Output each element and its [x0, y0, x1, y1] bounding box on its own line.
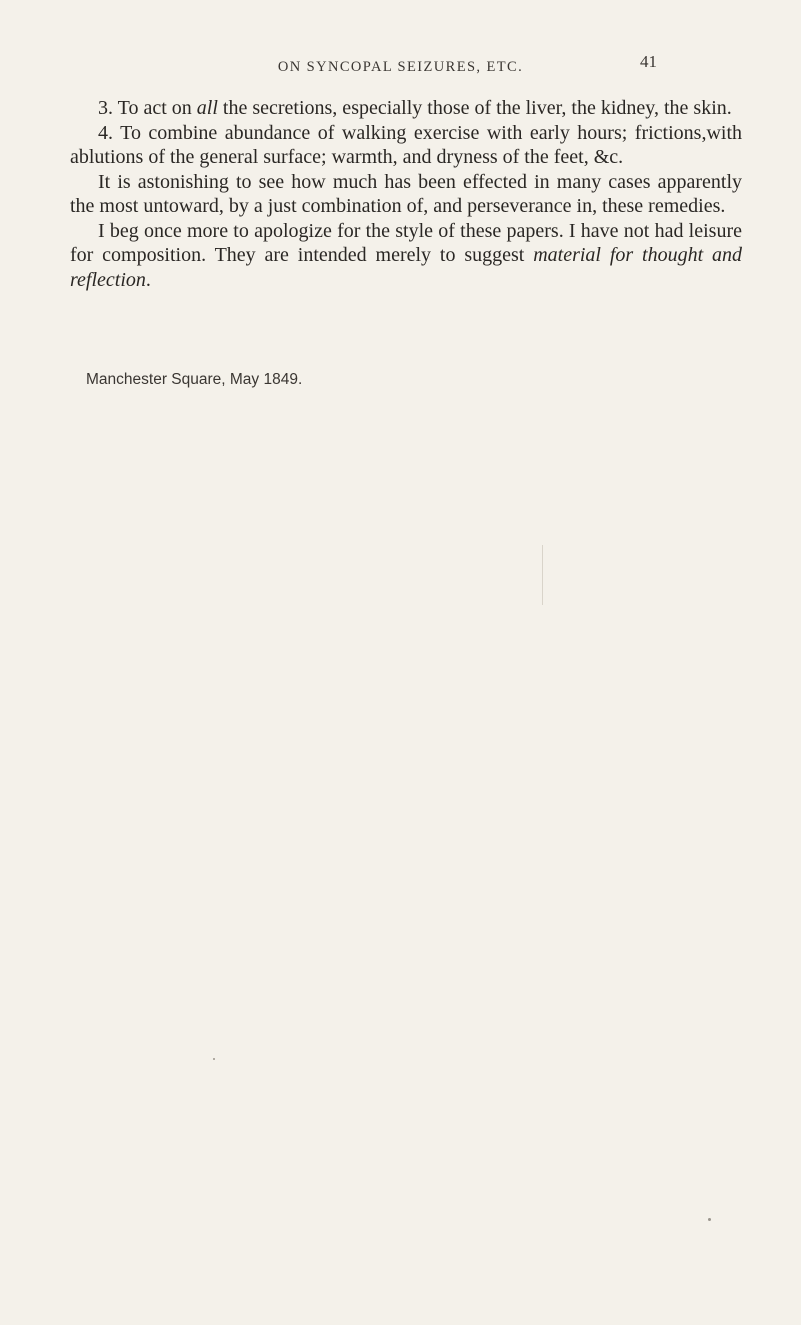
paper-speck: [708, 1218, 711, 1221]
paragraph-text: the secretions, especially those of the liver, the kidney, the skin.: [217, 97, 732, 119]
paragraph-apology: [70, 219, 742, 293]
emphasis-text: material for thought and reflection: [70, 244, 742, 291]
running-title: ON SYNCOPAL SEIZURES, ETC.: [277, 59, 524, 75]
paragraph-astonishing: It is astonishing to see how much has been effected in many cases apparently the most untoward, by a just combination of, and perseverance in, these remedies.: [70, 170, 742, 217]
paper-speck: [213, 1058, 215, 1060]
running-head: [0, 58, 801, 76]
paragraph-text: I beg once more to apologize for the style of these papers. I have not had leisure for composition. They are intended merely to suggest: [70, 219, 742, 266]
paragraph-item-3: [70, 96, 742, 121]
dateline: Manchester Square, May 1849.: [86, 371, 303, 388]
paper-mark: [542, 545, 543, 605]
paragraph-item-4: 4. To combine abundance of walking exercise with early hours; frictions,with ablutions of the general surface; warmth, and dryness of the feet, &c.: [70, 121, 742, 168]
paragraph-text: .: [145, 268, 151, 291]
body-text: [70, 96, 742, 292]
page-number: 41: [640, 52, 657, 71]
emphasis-text: all: [196, 97, 218, 119]
paragraph-text: 3. To act on: [98, 97, 197, 119]
